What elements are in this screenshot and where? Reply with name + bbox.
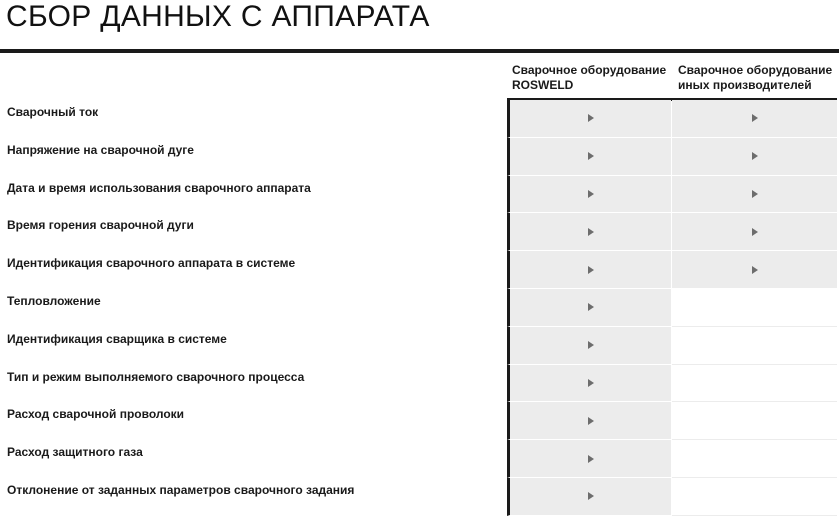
column-header-rosweld-line-2: ROSWELD: [512, 78, 574, 92]
column-header-others: [678, 63, 838, 93]
table-row: [0, 365, 839, 403]
triangle-right-icon: [588, 152, 594, 160]
cell-others: [672, 100, 837, 138]
cell-others: [672, 440, 837, 478]
triangle-right-icon: [588, 114, 594, 122]
table-row: [0, 327, 839, 365]
triangle-right-icon: [752, 190, 758, 198]
cell-others: [672, 213, 837, 251]
row-label: Время горения сварочной дуги: [7, 218, 194, 233]
cell-rosweld: [507, 365, 671, 403]
row-label: Расход защитного газа: [7, 445, 143, 460]
table-row: [0, 402, 839, 440]
triangle-right-icon: [588, 492, 594, 500]
cell-rosweld: [507, 100, 671, 138]
triangle-right-icon: [752, 152, 758, 160]
cell-others: [672, 176, 837, 214]
triangle-right-icon: [588, 417, 594, 425]
cell-others: [672, 402, 837, 440]
cell-others: [672, 478, 837, 516]
column-header-others-line-1: Сварочное оборудование: [678, 63, 833, 77]
cell-rosweld: [507, 176, 671, 214]
row-label: Тепловложение: [7, 293, 101, 308]
title-divider: [0, 49, 839, 53]
triangle-right-icon: [752, 114, 758, 122]
row-label: Сварочный ток: [7, 105, 99, 119]
table-row: [0, 440, 839, 478]
triangle-right-icon: [588, 228, 594, 236]
cell-others: [672, 365, 837, 403]
cell-others: [672, 251, 837, 289]
row-label: Напряжение на сварочной дуге: [7, 142, 194, 157]
cell-rosweld: [507, 289, 671, 327]
table-row: [0, 478, 839, 516]
row-label: Тип и режим выполняемого сварочного процесса: [7, 369, 305, 384]
triangle-right-icon: [752, 228, 758, 236]
cell-rosweld: [507, 251, 671, 289]
cell-rosweld: [507, 138, 671, 176]
triangle-right-icon: [588, 455, 594, 463]
table-row: [0, 100, 839, 138]
table-row: [0, 176, 839, 214]
column-header-rosweld-line-1: Сварочное оборудование: [512, 63, 667, 77]
triangle-right-icon: [752, 266, 758, 274]
row-label: Идентификация сварочного аппарата в системе: [7, 256, 296, 271]
cell-rosweld: [507, 402, 671, 440]
cell-others: [672, 138, 837, 176]
row-label: Расход сварочной проволоки: [7, 407, 185, 422]
row-label: Дата и время использования сварочного аппарата: [7, 180, 311, 195]
column-header-others-line-2: иных производителей: [678, 78, 812, 92]
comparison-table: [0, 100, 839, 516]
row-label: Отклонение от заданных параметров сварочного задания: [7, 482, 355, 497]
table-row: [0, 251, 839, 289]
cell-rosweld: [507, 478, 671, 516]
cell-rosweld: [507, 213, 671, 251]
table-row: [0, 213, 839, 251]
cell-rosweld: [507, 327, 671, 365]
triangle-right-icon: [588, 341, 594, 349]
table-row: [0, 138, 839, 176]
cell-others: [672, 327, 837, 365]
cell-others: [672, 289, 837, 327]
triangle-right-icon: [588, 190, 594, 198]
row-label: Идентификация сварщика в системе: [7, 331, 227, 346]
triangle-right-icon: [588, 379, 594, 387]
cell-rosweld: [507, 440, 671, 478]
triangle-right-icon: [588, 303, 594, 311]
page-title: СБОР ДАННЫХ С АППАРАТА: [6, 0, 430, 33]
triangle-right-icon: [588, 266, 594, 274]
table-row: [0, 289, 839, 327]
column-header-rosweld: [512, 63, 672, 93]
